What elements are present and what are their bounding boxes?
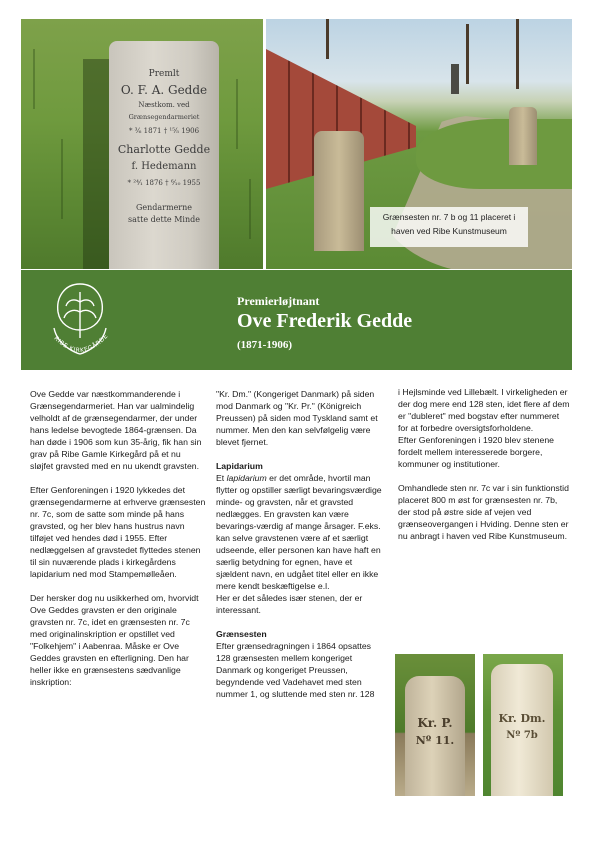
inscription-line: Grænsegendarmeriet [128,113,200,121]
paragraph: i Hejlsminde ved Lillebælt. I virkeligheden er der dog mere end 128 sten, idet flere af dem er "dubleret" med bogstav efter nummeret for at forbedre oversigtsforholdene. [398,387,570,433]
caption-line: haven ved Ribe Kunstmuseum [391,226,507,236]
stone-engraving: Nº 7b [506,730,538,741]
stone-kdm-photo [483,654,563,796]
stone-kr-photo [395,654,475,796]
photo-caption [370,207,528,247]
banner-years: (1871-1906) [237,339,292,351]
paragraph: Efter Genforeningen i 1920 lykkedes det grænsegendarmerne at erhverve grænsesten nr. 7c, som de satte som minde på hans gravsted, og her blev hans hustrus navn tilføjet ved hendes død i 1955. Efter nedlæggelsen af gravstedet flyttedes stenen til sin nuværende plads i kirkegårdens lapidarium ned mod Stampemølleåen. [30,485,206,579]
stone-engraving: Kr. P. [417,716,453,730]
paragraph: Der hersker dog nu usikkerhed om, hvorvidt Ove Geddes gravsten er den originale gravsten nr. 7c, idet en grænsesten nr. 7c med originalinskription er opstillet ved "Folkehjem" i Aabenraa. Måske er Ove Geddes gravsten en efterligning. Den har heller ikke en grænsestens sædvanlige inskription: [30,593,199,687]
page-title: Ove Frederik Gedde [237,310,413,332]
gravestone-photo [21,19,263,269]
section-heading: Grænsesten [216,629,267,639]
paragraph: Her er det således især stenen, der er interessant. [216,593,363,615]
inscription-line: * ³⁄₆ 1871 † ¹⁵⁄₅ 1906 [128,127,200,135]
text-column-2 [216,388,382,712]
paragraph: Efter Genforeningen i 1920 blev stenene fordelt mellem interesserede borgere, kommuner og institutioner. [398,435,555,469]
text-column-3 [398,386,570,554]
paragraph: "Kr. Dm." (Kongeriget Danmark) på siden mod Danmark og "Kr. Pr." (Königreich Preussen) på siden mod Tyskland samt et nummer. Men den kan selvfølgelig være blevet fjernet. [216,389,378,447]
inscription-line: O. F. A. Gedde [120,83,208,97]
inscription-line: f. Hedemann [131,161,197,172]
inscription-line: Charlotte Gedde [117,143,211,156]
stone-engraving: Kr. Dm. [498,712,546,725]
inscription-line: Gendarmerne [135,203,193,212]
logo-text: RIBE KIRKEGÅRDE [52,332,110,355]
ribe-kirkegaarde-logo [40,278,120,362]
banner-subtitle: Premierløjtnant [237,294,320,308]
stone-engraving: Nº 11. [415,734,455,747]
text-column-1 [30,388,206,700]
paragraph: Et lapidarium er det område, hvortil man flytter og opstiller særligt bevaringsværdige minde- og gravsten, når et gravsted nedlægges. En gravsten kan være bevarings-værdig af mange årsager. F.eks. kan selve gravstenen være af et særligt udseende, eller personen kan have haft en særlig betydning for egnen, have et sjældent navn, en udgået titel eller en ikke mere kendt beskæftigelse e.l. [216,473,382,591]
svg-text:RIBE KIRKEGÅRDE [53,333,110,354]
inscription-line: Næstkom. ved [138,101,190,109]
paragraph: Omhandlede sten nr. 7c var i sin funktionstid placeret 800 m øst for grænsesten nr. 7b, der stod på østre side af vejen ved grænseovergangen i Hviding. Denne sten er nu anbragt i haven ved Ribe Kunstmuseum. [398,483,569,541]
paragraph: Ove Gedde var næstkommanderende i Grænsegendarmeriet. Han var ualmindelig velholdt af de grænsegendarmer, der under hans ledelse bevogtede 1864-grænsen. Da han døde i 1906 som kun 35-årig, fik han sin grav på Ribe Gamle Kirkegård på et nu sløjfet gravsted med en nu ukendt gravsten. [30,389,202,471]
inscription-line: * ²⁴⁄₁ 1876 † ⁶⁄₁₀ 1955 [127,179,201,187]
boundary-stone [509,107,537,165]
section-heading: Lapidarium [216,461,263,471]
boundary-stone [314,131,364,251]
inscription-line: Premlt [148,69,180,79]
paragraph: Efter grænsedragningen i 1864 opsattes 128 grænsesten mellem kongeriget Danmark og kongeriget Preussen, begyndende ved Vadehavet med sten nummer 1, og sluttende med sten nr. 128 [216,641,375,699]
caption-line: Grænsesten nr. 7 b og 11 placeret i [382,212,516,222]
inscription-line: satte dette Minde [128,215,200,224]
